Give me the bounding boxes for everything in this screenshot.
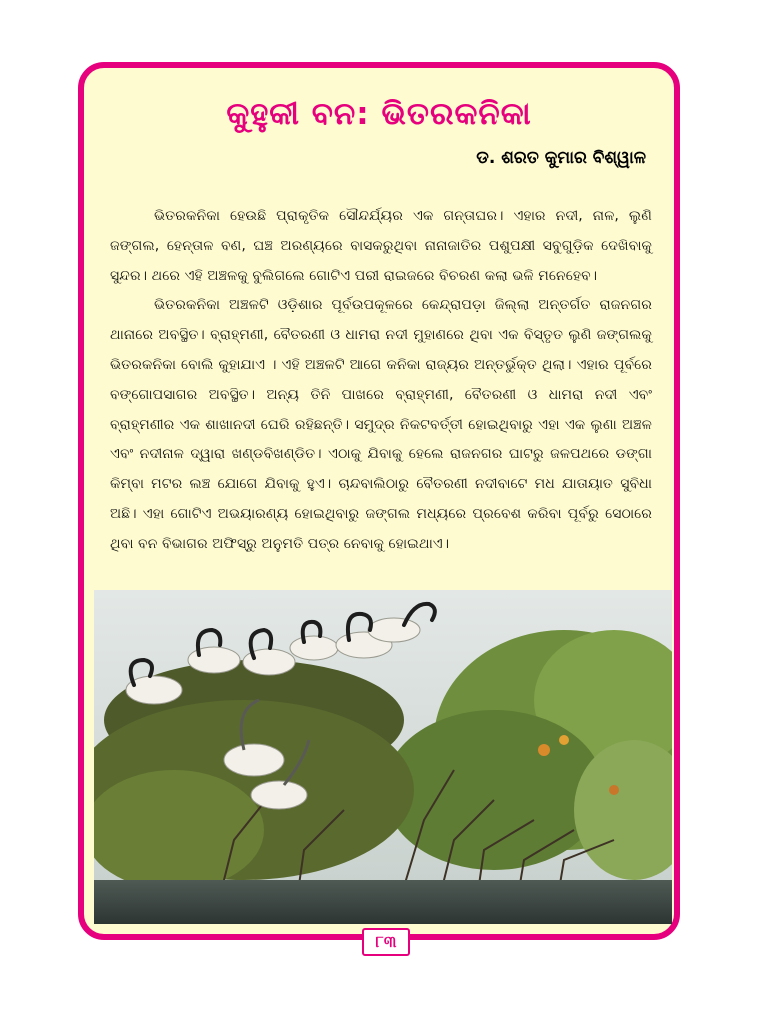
author-name: ଡ. ଶରତ କୁମାର ବିଶ୍ୱାଳ bbox=[476, 148, 646, 168]
page-number: ୮୩ bbox=[362, 928, 410, 956]
photo-illustration bbox=[94, 590, 672, 924]
storks-mangrove-photo bbox=[94, 590, 672, 924]
paragraph: ଭିତରକନିକା ଅଞ୍ଚଳଟି ଓଡ଼ିଶାର ପୂର୍ବଉପକୂଳରେ କେନ୍ଦ୍ରାପଡ଼ା ଜିଲ୍ଲା ଅନ୍ତର୍ଗତ ରାଜନଗର ଥାନାରେ ଅବସ୍ଥିତ। ବ୍ରାହ୍ମଣୀ, ବୈତରଣୀ ଓ ଧାମରା ନଦୀ ମୁହାଣରେ ଥିବା ଏକ ବିସ୍ତୃତ ଲୁଣି ଜଙ୍ଗଲକୁ ଭିତରକନିକା ବୋଲି କୁହାଯାଏ । ଏହି ଅଞ୍ଚଳଟି ଆଗେ କନିକା ରାଜ୍ୟର ଅନ୍ତର୍ଭୁକ୍ତ ଥିଲା। ଏହାର ପୂର୍ବରେ ବଙ୍ଗୋପସାଗର ଅବସ୍ଥିତ। ଅନ୍ୟ ତିନି ପାଖରେ ବ୍ରାହ୍ମଣୀ, ବୈତରଣୀ ଓ ଧାମରା ନଦୀ ଏବଂ ବ୍ରାହ୍ମଣୀର ଏକ ଶାଖାନଦୀ ଘେରି ରହିଛନ୍ତି। ସମୁଦ୍ର ନିକଟବର୍ତ୍ତୀ ହୋଇଥିବାରୁ ଏହା ଏକ ଲୁଣା ଅଞ୍ଚଳ ଏବଂ ନଦୀନାଳ ଦ୍ୱାରା ଖଣ୍ଡବିଖଣ୍ଡିତ। ଏଠାକୁ ଯିବାକୁ ହେଲେ ରାଜନଗର ଘାଟରୁ ଜଳପଥରେ ଡଙ୍ଗା କିମ୍ବା ମଟର ଲଞ୍ଚ ଯୋଗେ ଯିବାକୁ ହୁଏ। ଚାନ୍ଦବାଲିଠାରୁ ବୈତରଣୀ ନଦୀବାଟେ ମଧ ଯାତାୟାତ ସୁବିଧା ଅଛି। ଏହା ଗୋଟିଏ ଅଭୟାରଣ୍ୟ ହୋଇଥିବାରୁ ଜଙ୍ଗଲ ମଧ୍ୟରେ ପ୍ରବେଶ କରିବା ପୂର୍ବରୁ ସେଠାରେ ଥିବା ବନ ବିଭାଗର ଅଫିସ୍‌ରୁ ଅନୁମତି ପତ୍ର ନେବାକୁ ହୋଇଥାଏ। bbox=[110, 297, 652, 552]
article-body bbox=[110, 202, 652, 560]
article-title: କୁହୁକୀ ବନ: ଭିତରକନିକା bbox=[226, 96, 532, 132]
paragraph: ଭିତରକନିକା ହେଉଛି ପ୍ରାକୃତିକ ସୌନ୍ଦର୍ଯ୍ୟର ଏକ ଗନ୍ତାଘର। ଏହାର ନଦୀ, ନାଳ, ଲୁଣି ଜଙ୍ଗଲ, ହେନ୍ତାଳ ବଣ, ଘଞ୍ଚ ଅରଣ୍ୟରେ ବାସକରୁଥିବା ନାନାଜାତିର ପଶୁପକ୍ଷୀ ସବୁଗୁଡ଼ିକ ଦେଖିବାକୁ ସୁନ୍ଦର। ଥରେ ଏହି ଅଞ୍ଚଳକୁ ବୁଲିଗଲେ ଗୋଟିଏ ପରୀ ରାଇଜରେ ବିଚରଣ କଲା ଭଳି ମନେହେବ। bbox=[110, 208, 652, 284]
page-frame bbox=[78, 62, 680, 940]
